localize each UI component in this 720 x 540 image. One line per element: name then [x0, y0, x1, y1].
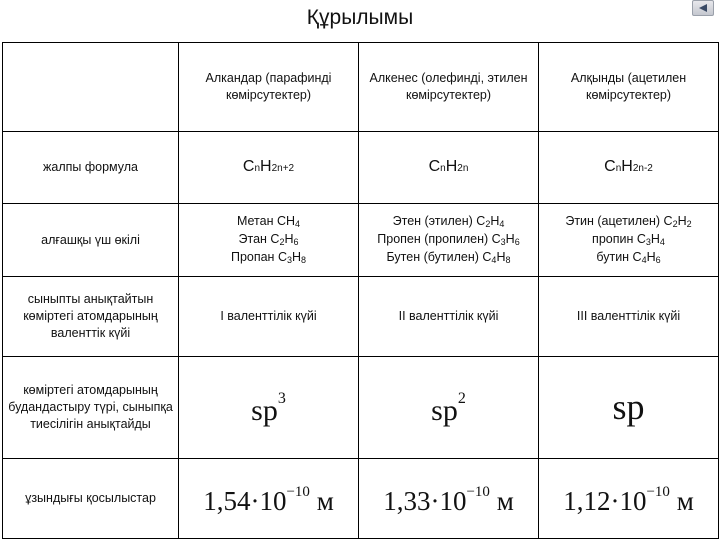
hybridization-alkene — [359, 357, 539, 459]
len-alkyne-exp: −10 — [646, 483, 670, 500]
hybrid-alkene-base: sp — [431, 394, 458, 427]
formula-alkane: CnH2n+2 — [179, 132, 359, 204]
back-button[interactable] — [692, 0, 714, 16]
valence-label: сыныпты анықтайтын көміртегі атомдарының валенттік күйі — [3, 277, 179, 357]
bond-length-alkene — [359, 459, 539, 539]
len-alkane-unit: м — [309, 485, 334, 516]
header-alkynes: Алқынды (ацетилен көмірсутектер) — [539, 43, 719, 132]
hybridization-label: көміртегі атомдарының будандастыру түрі, сыныпқа тиесілігін анықтайды — [3, 357, 179, 459]
back-arrow-icon — [699, 4, 707, 12]
header-row — [3, 43, 719, 132]
first-members-alkene: Этен (этилен) $C_2H_4$ Пропен (пропилен) $C_3H_6$ Бутен (бутилен) $C_4H_8$ — [359, 204, 539, 277]
formula-row — [3, 132, 719, 204]
hybridization-alkyne: sp — [539, 357, 719, 459]
hybrid-alkane-sup: 3 — [277, 390, 286, 407]
len-alkene-exp: −10 — [466, 483, 490, 500]
first-members-label: алғашқы үш өкілі — [3, 204, 179, 277]
bond-length-alkane — [179, 459, 359, 539]
valence-row — [3, 277, 719, 357]
first-members-alkyne: Этин (ацетилен) $C_2H_2$ пропин $C_3H_4$ бутин $C_4H_6$ — [539, 204, 719, 277]
formula-label: жалпы формула — [3, 132, 179, 204]
comparison-table — [2, 42, 719, 539]
first-members-row — [3, 204, 719, 277]
hybrid-alkane-base: sp — [251, 394, 278, 427]
bond-length-row — [3, 459, 719, 539]
formula-alkene: CnH2n — [359, 132, 539, 204]
hybridization-alkane — [179, 357, 359, 459]
len-alkene-mant: 1,33·10 — [383, 485, 467, 516]
bond-length-label: ұзындығы қосылыстар — [3, 459, 179, 539]
len-alkane-mant: 1,54·10 — [203, 485, 287, 516]
header-empty-cell — [3, 43, 179, 132]
len-alkyne-unit: м — [669, 485, 694, 516]
header-alkanes: Алкандар (парафинді көмірсутектер) — [179, 43, 359, 132]
page-title: Құрылымы — [306, 6, 414, 29]
hybrid-alkene-sup: 2 — [457, 390, 466, 407]
len-alkene-unit: м — [489, 485, 514, 516]
valence-alkyne: III валенттілік күйі — [539, 277, 719, 357]
first-members-alkane: Метан $CH_4$ Этан $C_2H_6$ Пропан $C_3H_8$ — [179, 204, 359, 277]
formula-alkyne: CnH2n-2 — [539, 132, 719, 204]
valence-alkene: II валенттілік күйі — [359, 277, 539, 357]
bond-length-alkyne — [539, 459, 719, 539]
hybridization-row — [3, 357, 719, 459]
len-alkane-exp: −10 — [286, 483, 310, 500]
valence-alkane: I валенттілік күйі — [179, 277, 359, 357]
header-alkenes: Алкенес (олефинді, этилен көмірсутектер) — [359, 43, 539, 132]
len-alkyne-mant: 1,12·10 — [563, 485, 647, 516]
